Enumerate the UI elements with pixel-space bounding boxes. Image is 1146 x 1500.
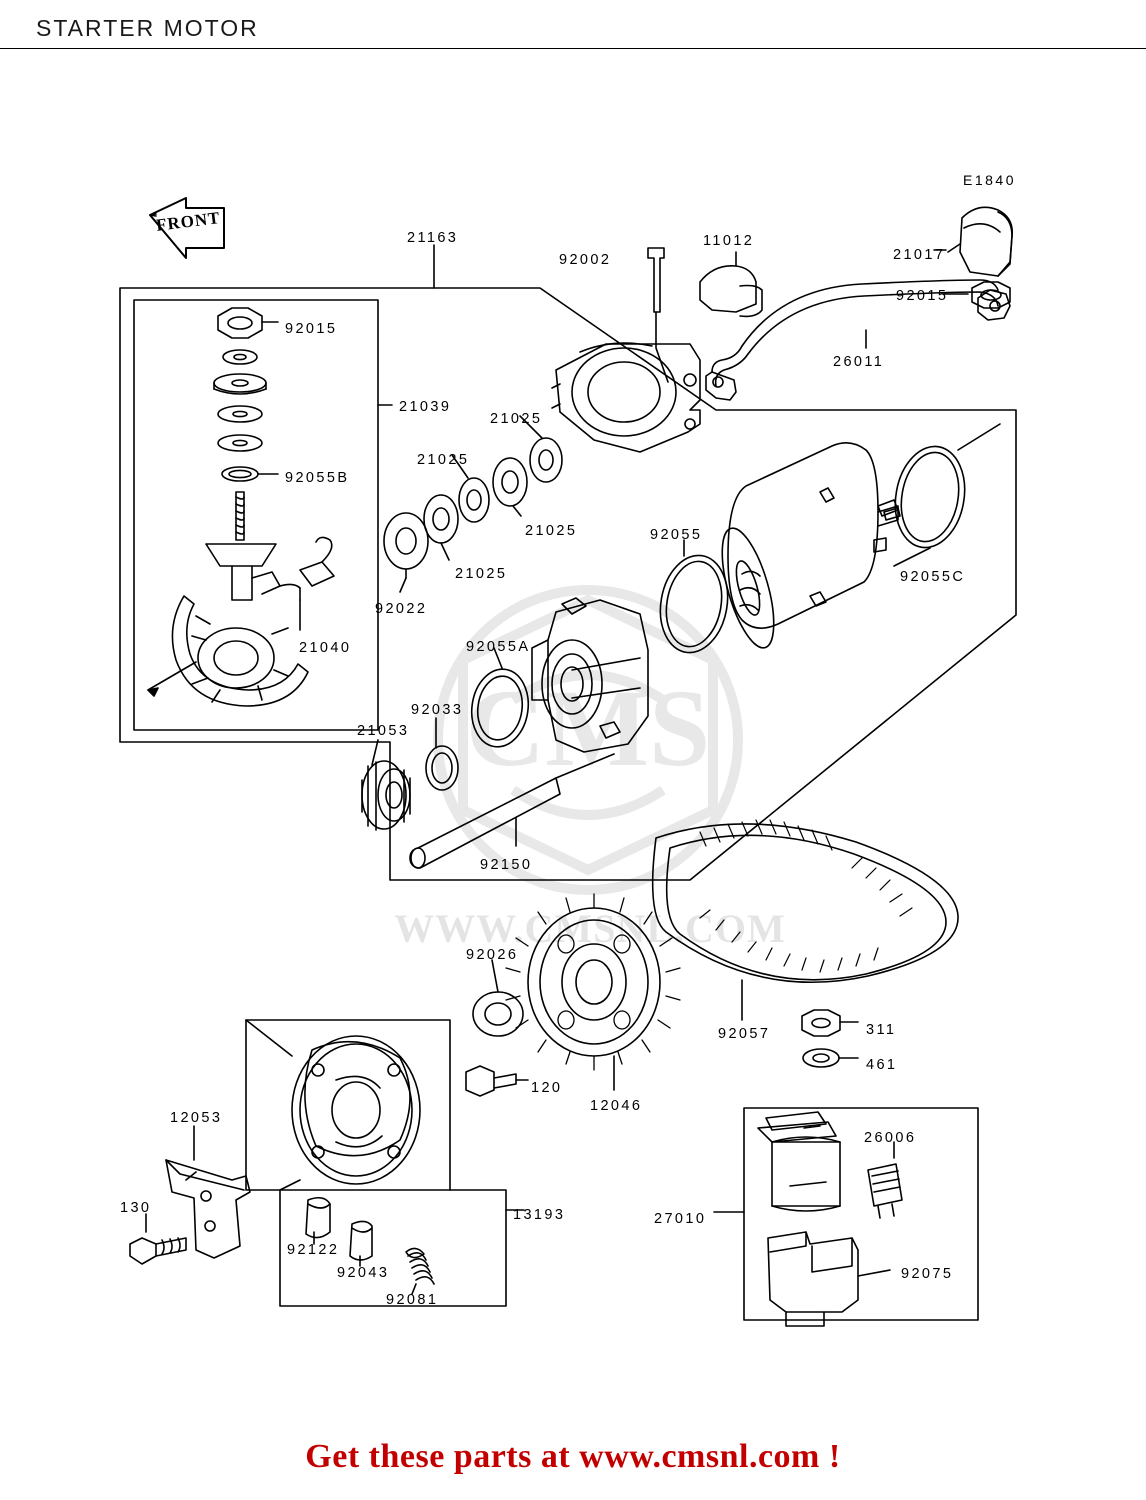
- watermark-text: WWW.CMSNL.COM: [394, 906, 786, 951]
- part-label-12053: 12053: [170, 1110, 223, 1126]
- part-label-92002: 92002: [559, 252, 612, 268]
- part-label-26011: 26011: [833, 354, 885, 370]
- part-label-21025-c: 21025: [525, 523, 578, 539]
- part-label-21053: 21053: [357, 723, 410, 739]
- footer-promo: Get these parts at www.cmsnl.com !: [305, 1438, 841, 1475]
- part-label-12046: 12046: [590, 1098, 643, 1114]
- part-label-21025-d: 21025: [455, 566, 508, 582]
- part-label-92057: 92057: [718, 1026, 771, 1042]
- part-label-92055A: 92055A: [466, 639, 531, 655]
- title-divider: [0, 48, 1146, 49]
- front-marker-label: FRONT: [155, 208, 222, 235]
- part-label-21017: 21017: [893, 247, 946, 263]
- part-label-92150: 92150: [480, 857, 533, 873]
- part-label-26006: 26006: [864, 1130, 917, 1146]
- part-label-11012: 11012: [703, 233, 755, 249]
- part-label-92055C: 92055C: [900, 569, 966, 585]
- part-label-311: 311: [866, 1022, 897, 1038]
- part-label-92015-top: 92015: [896, 288, 949, 304]
- part-label-92081: 92081: [386, 1292, 439, 1308]
- part-label-92033: 92033: [411, 702, 464, 718]
- part-label-21040: 21040: [299, 640, 352, 656]
- svg-text:CMS: CMS: [465, 667, 711, 789]
- part-label-92026: 92026: [466, 947, 519, 963]
- part-label-461: 461: [866, 1057, 898, 1073]
- part-label-92043: 92043: [337, 1265, 390, 1281]
- part-label-92015-left: 92015: [285, 321, 338, 337]
- part-label-21025-b: 21025: [417, 452, 470, 468]
- diagram-code: E1840: [963, 172, 1016, 188]
- part-label-92022: 92022: [375, 601, 428, 617]
- part-label-27010: 27010: [654, 1211, 707, 1227]
- part-label-130: 130: [120, 1200, 152, 1216]
- front-marker: [140, 196, 228, 254]
- part-label-92122: 92122: [287, 1242, 340, 1258]
- watermark-logo: [373, 540, 803, 970]
- part-label-92055: 92055: [650, 527, 703, 543]
- page-title: STARTER MOTOR: [36, 15, 259, 41]
- part-label-92055B: 92055B: [285, 470, 350, 486]
- part-label-120: 120: [531, 1080, 563, 1096]
- part-label-21039: 21039: [399, 399, 452, 415]
- part-label-13193: 13193: [513, 1207, 566, 1223]
- part-label-21163: 21163: [407, 230, 459, 246]
- part-label-21025-a: 21025: [490, 411, 543, 427]
- part-label-92075: 92075: [901, 1266, 954, 1282]
